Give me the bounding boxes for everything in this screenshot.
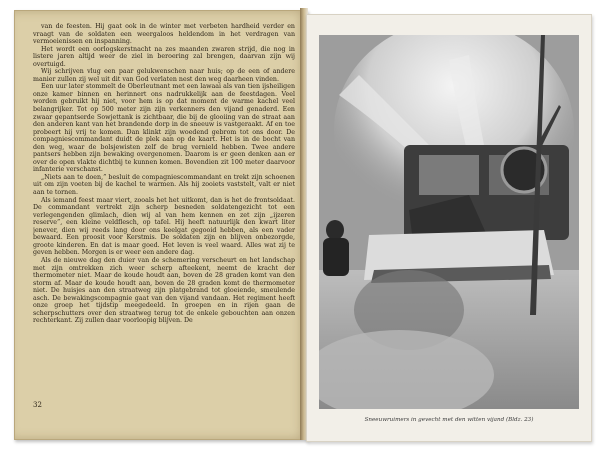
left-page-text bbox=[33, 23, 295, 403]
paragraph: Als iemand feest maar viert, zooals het het uitkomt, dan is het de frontsoldaat. De commandant vertrekt zijn scherp besneden soldatengezicht tot een verlegengenden glimlach, dien wij al van hem kennen en zet zijn „ijzeren reserve”, een kleine veldflesch, op tafel. Hij heeft natuurlijk den kwart liter jenever, dien wij reeds lang door ons keelgat gegooid hebben, als een vader bewaard. Een proosit voor Kerstmis. De soldaten zijn en blijven onbezorgde, groote kinderen. En dat is maar goed. Het leven is veel waard. Alles wat zij te geven hebben. Morgen is er weer een andere dag. bbox=[33, 196, 295, 257]
photo-caption: Sneeuwruimers in gevecht met den witten vijand (Bldz. 23) bbox=[364, 417, 534, 423]
snowplow-photo bbox=[319, 35, 579, 409]
paragraph: Wij schrijven vlug een paar gelukwenschen naar huis; op de een of andere manier zullen zij wel uit dit van God verlaten nest den weg daarheen vinden. bbox=[33, 68, 295, 83]
page-number: 32 bbox=[33, 401, 42, 409]
left-page bbox=[14, 10, 308, 440]
photo-illustration bbox=[319, 35, 579, 409]
paragraph: Een uur later stommelt de Oberleutnant met een lawaai als van tien ijsheiligen onze kamer binnen en herinnert ons nadrukkelijk aan de feestdagen. Veel worden gebruikt hij niet, voor hem is op dat moment de warme kachel veel belangrijker. Tot op 500 meter zijn zijn verkenners den vijand genaderd. Een zwaar gepantserde Sowjettank is zichtbaar, die bij de glooiing van de straat aan den anderen kant van het brandende dorp in de sneeuw is vastgeraakt. Af en toe probeert hij vrij te komen. Dan klinkt zijn woedend gebrom tot ons door. De compagniescommandant duidt de plek aan op de kaart. Het is in de bocht van den weg, waar de bolsjewisten zelf de brug vernield hebben. Twee andere pantsers hebben zijn bewaking overgenomen. Daarom is er geen denken aan er over de open vlakte dichtbij te kunnen komen. Bovendien zit 100 meter daarvoor infanterie verschanst. bbox=[33, 83, 295, 174]
right-page bbox=[306, 14, 592, 442]
paragraph: Het wordt een oorlogskerstnacht na zes maanden zwaren strijd, die nog in listere jaren altijd weer de ziel in beroering zal brengen, daarvan zijn wij overtuigd. bbox=[33, 45, 295, 68]
paragraph: Als de nieuwe dag den duier van de schemering verscheurt en het landschap met zijn omtrekken zich weer scherp afteekent, neemt de kracht der thermometer niet. Maar de koude houdt aan, boven de 28 graden komt van den storm af. Maar de koude houdt aan, boven de 28 graden komt de thermometer niet. De huisjes aan den straatweg zijn platgebrand tot gloeiende, smeulende asch. De bewakingscompagnie gaat van den vijand vandaan. Het regiment heeft onze groep het tijdstip meegedeeld. In groepen en in rijen gaan de scherpschutters over den straatweg terug tot de enkele gebouchten aan onzen rechterkant. Zij zullen daar voorloopig blijven. De bbox=[33, 256, 295, 325]
paragraph: „Niets aan te doen,” besluit de compagniescommandant en trekt zijn schoenen uit om zijn voeten bij de kachel te warmen. Als hij zooiets vaststelt, valt er niet aan te tornen. bbox=[33, 173, 295, 197]
paragraph: van de feesten. Hij gaat ook in de winter met verbeten hardheid verder en vraagt van de soldaten een weergaloos heldendom in het verdragen van vermoeienissen en inspanning. bbox=[33, 23, 295, 46]
